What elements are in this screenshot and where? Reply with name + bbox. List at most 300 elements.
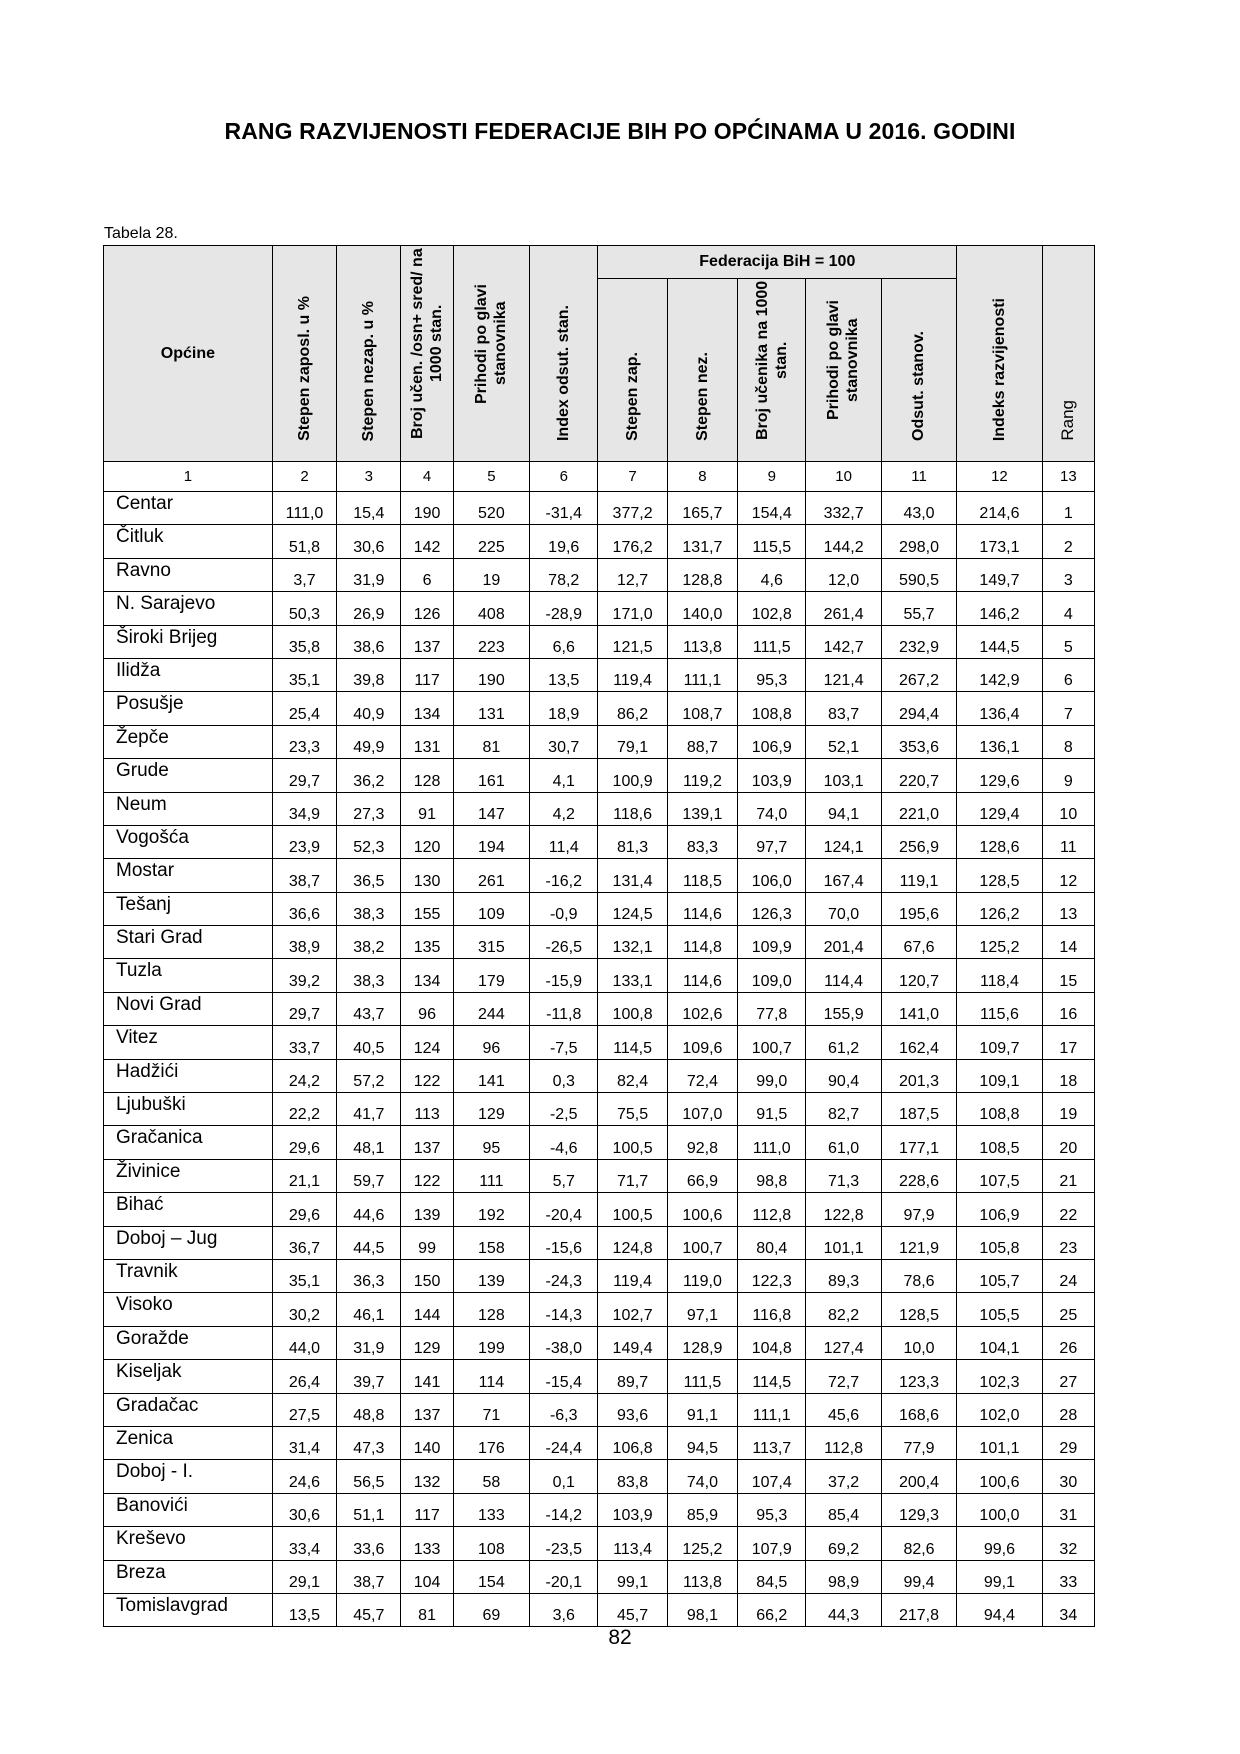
table-cell: 61,0 (806, 1126, 881, 1159)
table-row (104, 1226, 1095, 1259)
table-cell: 26,9 (337, 592, 401, 625)
table-cell: 111,1 (667, 658, 737, 691)
table-cell: 39,7 (337, 1360, 401, 1393)
table-cell: 150 (401, 1259, 453, 1292)
table-cell: 101,1 (806, 1226, 881, 1259)
table-row (104, 1259, 1095, 1292)
table-cell: 67,6 (881, 926, 956, 959)
table-cell: 112,8 (738, 1193, 806, 1226)
table-cell: 103,9 (598, 1493, 667, 1526)
table-cell: 114,5 (598, 1026, 667, 1059)
table-cell: 119,2 (667, 759, 737, 792)
table-cell: 26,4 (272, 1360, 336, 1393)
table-cell: 103,1 (806, 759, 881, 792)
table-cell: 23,3 (272, 725, 336, 758)
table-cell: 103,9 (738, 759, 806, 792)
table-cell: 36,5 (337, 859, 401, 892)
table-cell: 108 (453, 1527, 529, 1560)
table-cell: 109,9 (738, 926, 806, 959)
table-cell: 114,4 (806, 959, 881, 992)
table-cell: 49,9 (337, 725, 401, 758)
table-cell: 228,6 (881, 1159, 956, 1192)
table-cell: 120 (401, 825, 453, 858)
table-cell: 30,2 (272, 1293, 336, 1326)
table-cell: 95,3 (738, 1493, 806, 1526)
table-cell: 122,8 (806, 1193, 881, 1226)
table-cell: 168,6 (881, 1393, 956, 1426)
table-cell: 25,4 (272, 692, 336, 725)
table-cell: 99 (401, 1226, 453, 1259)
table-cell: 37,2 (806, 1460, 881, 1493)
header-prihodi-po-glavi: Prihodi po glavi stanovnika (453, 246, 529, 462)
table-cell: 141 (401, 1360, 453, 1393)
table-cell: 105,7 (957, 1259, 1042, 1292)
table-cell: 40,9 (337, 692, 401, 725)
table-row (104, 625, 1095, 658)
table-cell: 94,4 (957, 1593, 1042, 1626)
table-cell: 113,8 (667, 1560, 737, 1593)
table-cell: -38,0 (530, 1326, 598, 1359)
table-cell: 102,0 (957, 1393, 1042, 1426)
table-cell: 97,1 (667, 1293, 737, 1326)
table-cell: 69 (453, 1593, 529, 1626)
table-cell: 119,4 (598, 658, 667, 691)
table-cell: -23,5 (530, 1527, 598, 1560)
table-cell: 97,9 (881, 1193, 956, 1226)
table-row (104, 1393, 1095, 1426)
table-cell: 118,5 (667, 859, 737, 892)
table-cell: 74,0 (667, 1460, 737, 1493)
table-cell: 91 (401, 792, 453, 825)
table-cell: 177,1 (881, 1126, 956, 1159)
table-cell: 82,4 (598, 1059, 667, 1092)
table-cell: 144 (401, 1293, 453, 1326)
table-cell: 58 (453, 1460, 529, 1493)
table-cell: 104,8 (738, 1326, 806, 1359)
table-cell: -31,4 (530, 492, 598, 525)
table-row (104, 525, 1095, 558)
table-cell: 179 (453, 959, 529, 992)
table-cell: 100,6 (667, 1193, 737, 1226)
table-cell: 92,8 (667, 1126, 737, 1159)
municipality-name: Breza (104, 1560, 273, 1593)
table-cell: 99,6 (957, 1527, 1042, 1560)
table-cell: 142 (401, 525, 453, 558)
table-cell: 114,6 (667, 959, 737, 992)
table-cell: 353,6 (881, 725, 956, 758)
table-cell: 217,8 (881, 1593, 956, 1626)
table-cell: 102,8 (738, 592, 806, 625)
table-row (104, 692, 1095, 725)
header-fbih-prihodi: Prihodi po glavi stanovnika (806, 279, 881, 462)
table-cell: 221,0 (881, 792, 956, 825)
table-cell: 109,7 (957, 1026, 1042, 1059)
table-cell: 33 (1042, 1560, 1094, 1593)
table-cell: -2,5 (530, 1093, 598, 1126)
municipality-name: Široki Brijeg (104, 625, 273, 658)
table-cell: 44,6 (337, 1193, 401, 1226)
table-cell: 113,7 (738, 1426, 806, 1459)
municipality-name: Tuzla (104, 959, 273, 992)
table-cell: 122,3 (738, 1259, 806, 1292)
table-cell: 520 (453, 492, 529, 525)
table-cell: 31,9 (337, 558, 401, 591)
table-cell: 8 (1042, 725, 1094, 758)
table-cell: 15,4 (337, 492, 401, 525)
table-cell: 127,4 (806, 1326, 881, 1359)
table-cell: 125,2 (957, 926, 1042, 959)
table-cell: 6,6 (530, 625, 598, 658)
table-cell: 128,8 (667, 558, 737, 591)
table-cell: 33,6 (337, 1527, 401, 1560)
table-cell: 71,3 (806, 1159, 881, 1192)
table-cell: 29 (1042, 1426, 1094, 1459)
table-cell: 27 (1042, 1360, 1094, 1393)
table-cell: 124,8 (598, 1226, 667, 1259)
table-cell: 31,4 (272, 1426, 336, 1459)
column-number: 9 (738, 462, 806, 492)
table-cell: 97,7 (738, 825, 806, 858)
table-cell: 158 (453, 1226, 529, 1259)
municipality-name: Živinice (104, 1159, 273, 1192)
municipality-name: Tomislavgrad (104, 1593, 273, 1626)
municipality-name: N. Sarajevo (104, 592, 273, 625)
table-cell: 83,3 (667, 825, 737, 858)
table-row (104, 492, 1095, 525)
table-cell: 139 (401, 1193, 453, 1226)
table-cell: 14 (1042, 926, 1094, 959)
table-cell: 113 (401, 1093, 453, 1126)
table-cell: 77,9 (881, 1426, 956, 1459)
table-row (104, 558, 1095, 591)
table-cell: 99,1 (957, 1560, 1042, 1593)
table-cell: 52,1 (806, 725, 881, 758)
table-cell: 298,0 (881, 525, 956, 558)
table-cell: 72,7 (806, 1360, 881, 1393)
municipality-name: Gradačac (104, 1393, 273, 1426)
table-cell: 24,2 (272, 1059, 336, 1092)
table-cell: 136,4 (957, 692, 1042, 725)
column-number: 5 (453, 462, 529, 492)
table-cell: 108,8 (738, 692, 806, 725)
table-cell: 105,5 (957, 1293, 1042, 1326)
column-number: 7 (598, 462, 667, 492)
table-cell: 107,0 (667, 1093, 737, 1126)
table-cell: 3,6 (530, 1593, 598, 1626)
table-cell: 44,3 (806, 1593, 881, 1626)
table-body (104, 492, 1095, 1627)
table-cell: 46,1 (337, 1293, 401, 1326)
table-cell: -11,8 (530, 992, 598, 1025)
table-cell: 140 (401, 1426, 453, 1459)
table-cell: 4,6 (738, 558, 806, 591)
table-cell: 102,3 (957, 1360, 1042, 1393)
table-cell: 126,3 (738, 892, 806, 925)
header-stepen-nezaposlenosti: Stepen nezap. u % (337, 246, 401, 462)
table-cell: 20 (1042, 1126, 1094, 1159)
table-cell: 104,1 (957, 1326, 1042, 1359)
table-cell: 136,1 (957, 725, 1042, 758)
table-cell: 111,0 (272, 492, 336, 525)
table-cell: -14,3 (530, 1293, 598, 1326)
table-cell: 100,0 (957, 1493, 1042, 1526)
column-number: 2 (272, 462, 336, 492)
table-cell: 128,9 (667, 1326, 737, 1359)
table-cell: 36,2 (337, 759, 401, 792)
table-cell: 27,5 (272, 1393, 336, 1426)
table-cell: -14,2 (530, 1493, 598, 1526)
table-cell: 131,7 (667, 525, 737, 558)
table-cell: 187,5 (881, 1093, 956, 1126)
table-cell: 15 (1042, 959, 1094, 992)
table-cell: 126 (401, 592, 453, 625)
table-cell: 261 (453, 859, 529, 892)
table-cell: 35,1 (272, 1259, 336, 1292)
table-cell: 90,4 (806, 1059, 881, 1092)
table-cell: 232,9 (881, 625, 956, 658)
table-cell: 26 (1042, 1326, 1094, 1359)
table-cell: 51,1 (337, 1493, 401, 1526)
table-cell: 17 (1042, 1026, 1094, 1059)
municipality-name: Bihać (104, 1193, 273, 1226)
table-cell: 30,6 (337, 525, 401, 558)
table-cell: -15,6 (530, 1226, 598, 1259)
table-cell: 101,1 (957, 1426, 1042, 1459)
table-cell: 109,6 (667, 1026, 737, 1059)
table-cell: 91,1 (667, 1393, 737, 1426)
table-cell: 102,6 (667, 992, 737, 1025)
header-rang: Rang (1042, 246, 1094, 462)
table-cell: 117 (401, 658, 453, 691)
table-cell: 89,3 (806, 1259, 881, 1292)
table-cell: -24,3 (530, 1259, 598, 1292)
table-cell: 225 (453, 525, 529, 558)
municipality-name: Neum (104, 792, 273, 825)
table-cell: 131 (453, 692, 529, 725)
table-cell: 34,9 (272, 792, 336, 825)
municipality-name: Visoko (104, 1293, 273, 1326)
table-cell: 123,3 (881, 1360, 956, 1393)
table-cell: 38,3 (337, 959, 401, 992)
table-cell: 124,1 (806, 825, 881, 858)
table-cell: 69,2 (806, 1527, 881, 1560)
table-cell: -4,6 (530, 1126, 598, 1159)
table-cell: 109,1 (957, 1059, 1042, 1092)
table-cell: 104 (401, 1560, 453, 1593)
table-cell: 195,6 (881, 892, 956, 925)
table-cell: 45,6 (806, 1393, 881, 1426)
table-cell: 52,3 (337, 825, 401, 858)
table-cell: 38,3 (337, 892, 401, 925)
table-cell: 66,2 (738, 1593, 806, 1626)
table-cell: 85,4 (806, 1493, 881, 1526)
table-cell: 56,5 (337, 1460, 401, 1493)
table-cell: 98,1 (667, 1593, 737, 1626)
table-row (104, 1527, 1095, 1560)
table-cell: 111,5 (738, 625, 806, 658)
table-cell: 80,4 (738, 1226, 806, 1259)
table-cell: 165,7 (667, 492, 737, 525)
table-cell: 111,1 (738, 1393, 806, 1426)
table-row (104, 1026, 1095, 1059)
table-cell: 30,6 (272, 1493, 336, 1526)
table-cell: 102,7 (598, 1293, 667, 1326)
table-cell: 128 (401, 759, 453, 792)
table-row (104, 1493, 1095, 1526)
header-federacija-group: Federacija BiH = 100 (598, 246, 957, 279)
table-cell: 94,1 (806, 792, 881, 825)
table-cell: 244 (453, 992, 529, 1025)
table-cell: 267,2 (881, 658, 956, 691)
column-number: 3 (337, 462, 401, 492)
table-cell: 13,5 (272, 1593, 336, 1626)
table-cell: 120,7 (881, 959, 956, 992)
table-cell: 0,3 (530, 1059, 598, 1092)
table-cell: 118,6 (598, 792, 667, 825)
municipality-name: Ljubuški (104, 1093, 273, 1126)
table-row (104, 725, 1095, 758)
table-cell: 140,0 (667, 592, 737, 625)
header-indeks-razvijenosti: Indeks razvijenosti (957, 246, 1042, 462)
table-cell: 132 (401, 1460, 453, 1493)
municipality-name: Gračanica (104, 1126, 273, 1159)
table-cell: 135 (401, 926, 453, 959)
table-cell: 137 (401, 625, 453, 658)
table-cell: 29,6 (272, 1126, 336, 1159)
table-cell: 40,5 (337, 1026, 401, 1059)
table-cell: 200,4 (881, 1460, 956, 1493)
municipality-name: Novi Grad (104, 992, 273, 1025)
table-cell: 12,7 (598, 558, 667, 591)
table-cell: 173,1 (957, 525, 1042, 558)
table-cell: 39,2 (272, 959, 336, 992)
table-row (104, 992, 1095, 1025)
table-cell: 39,8 (337, 658, 401, 691)
table-cell: 98,9 (806, 1560, 881, 1593)
header-stepen-zaposlenosti: Stepen zaposl. u % (272, 246, 336, 462)
table-cell: -16,2 (530, 859, 598, 892)
table-row (104, 792, 1095, 825)
table-cell: 85,9 (667, 1493, 737, 1526)
table-cell: 261,4 (806, 592, 881, 625)
table-cell: -7,5 (530, 1026, 598, 1059)
table-row (104, 1159, 1095, 1192)
header-index-odsutnosti: Index odsut. stan. (530, 246, 598, 462)
table-cell: 106,9 (957, 1193, 1042, 1226)
table-cell: -26,5 (530, 926, 598, 959)
table-cell: 114,5 (738, 1360, 806, 1393)
table-cell: 100,5 (598, 1193, 667, 1226)
table-cell: 106,0 (738, 859, 806, 892)
table-cell: 44,0 (272, 1326, 336, 1359)
table-cell: 7 (1042, 692, 1094, 725)
table-cell: 35,1 (272, 658, 336, 691)
table-cell: 19 (453, 558, 529, 591)
table-cell: 108,7 (667, 692, 737, 725)
table-cell: 121,9 (881, 1226, 956, 1259)
table-cell: 83,7 (806, 692, 881, 725)
table-cell: 214,6 (957, 492, 1042, 525)
table-cell: 11 (1042, 825, 1094, 858)
table-cell: 47,3 (337, 1426, 401, 1459)
table-cell: 105,8 (957, 1226, 1042, 1259)
table-cell: 121,5 (598, 625, 667, 658)
table-cell: 81 (453, 725, 529, 758)
table-cell: 82,6 (881, 1527, 956, 1560)
table-cell: 12,0 (806, 558, 881, 591)
table-cell: 4,2 (530, 792, 598, 825)
table-cell: -6,3 (530, 1393, 598, 1426)
table-cell: 2 (1042, 525, 1094, 558)
column-number: 10 (806, 462, 881, 492)
table-cell: 59,7 (337, 1159, 401, 1192)
table-cell: 107,4 (738, 1460, 806, 1493)
table-cell: 194 (453, 825, 529, 858)
table-cell: 61,2 (806, 1026, 881, 1059)
municipality-name: Centar (104, 492, 273, 525)
table-cell: 34 (1042, 1593, 1094, 1626)
table-cell: 161 (453, 759, 529, 792)
table-cell: 149,7 (957, 558, 1042, 591)
table-cell: 95 (453, 1126, 529, 1159)
header-fbih-stepen-nez: Stepen nez. (667, 279, 737, 462)
table-cell: 107,5 (957, 1159, 1042, 1192)
header-opcine: Općine (104, 246, 273, 462)
table-cell: 109 (453, 892, 529, 925)
table-cell: 29,1 (272, 1560, 336, 1593)
table-cell: 128,6 (957, 825, 1042, 858)
table-cell: 29,7 (272, 992, 336, 1025)
table-cell: -20,1 (530, 1560, 598, 1593)
table-cell: 19,6 (530, 525, 598, 558)
table-cell: 111,5 (667, 1360, 737, 1393)
table-cell: 100,7 (738, 1026, 806, 1059)
table-cell: 128,5 (881, 1293, 956, 1326)
table-cell: 106,8 (598, 1426, 667, 1459)
table-cell: 377,2 (598, 492, 667, 525)
table-cell: 115,6 (957, 992, 1042, 1025)
column-number: 4 (401, 462, 453, 492)
municipality-name: Stari Grad (104, 926, 273, 959)
table-cell: 13 (1042, 892, 1094, 925)
municipality-name: Ravno (104, 558, 273, 591)
table-cell: 114 (453, 1360, 529, 1393)
table-cell: 38,6 (337, 625, 401, 658)
table-cell: 71 (453, 1393, 529, 1426)
table-row (104, 859, 1095, 892)
municipality-name: Čitluk (104, 525, 273, 558)
table-cell: 112,8 (806, 1426, 881, 1459)
table-cell: 96 (401, 992, 453, 1025)
municipality-name: Hadžići (104, 1059, 273, 1092)
table-cell: 10,0 (881, 1326, 956, 1359)
table-cell: 48,8 (337, 1393, 401, 1426)
table-cell: 91,5 (738, 1093, 806, 1126)
table-cell: 149,4 (598, 1326, 667, 1359)
table-cell: 5 (1042, 625, 1094, 658)
table-cell: 66,9 (667, 1159, 737, 1192)
table-row (104, 1293, 1095, 1326)
table-cell: 96 (453, 1026, 529, 1059)
table-cell: 21 (1042, 1159, 1094, 1192)
table-cell: 139 (453, 1259, 529, 1292)
table-row (104, 592, 1095, 625)
table-cell: 125,2 (667, 1527, 737, 1560)
table-cell: 129,3 (881, 1493, 956, 1526)
table-cell: 0,1 (530, 1460, 598, 1493)
table-cell: 114,6 (667, 892, 737, 925)
table-cell: 115,5 (738, 525, 806, 558)
